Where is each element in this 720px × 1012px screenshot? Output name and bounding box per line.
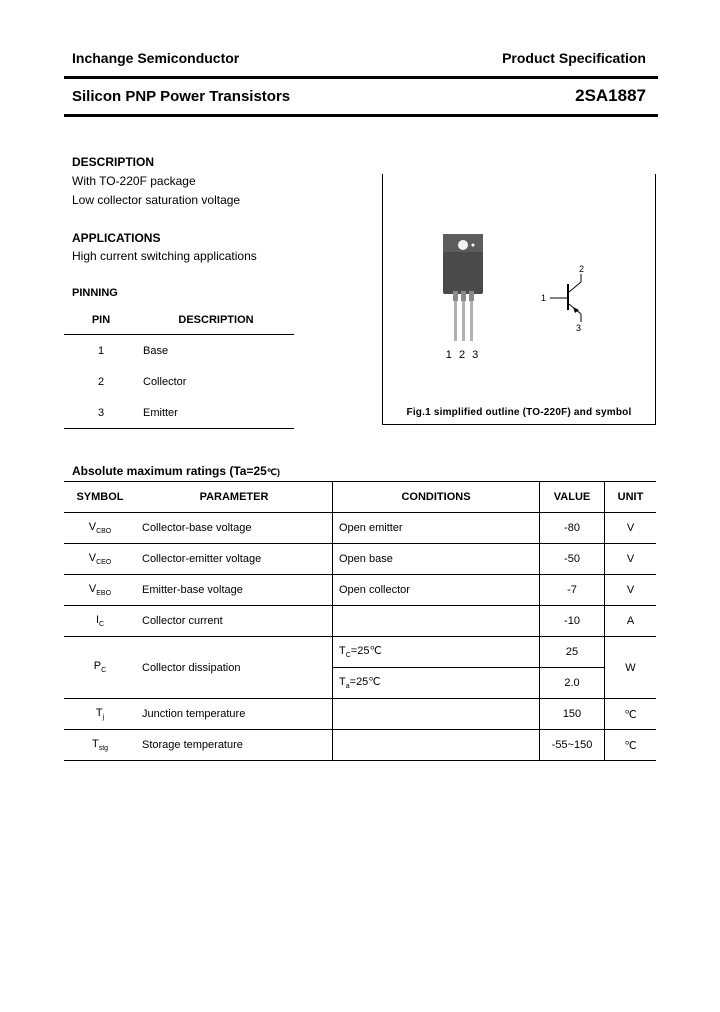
unit-cell: V xyxy=(605,513,657,544)
conditions-cell xyxy=(333,606,540,637)
pinning-header-row xyxy=(64,306,294,335)
spec-label: Product Specification xyxy=(502,50,646,66)
value-cell: -7 xyxy=(540,575,605,606)
description-line-2: Low collector saturation voltage xyxy=(72,193,241,207)
symbol-cell: $I_C$ xyxy=(64,606,136,637)
conditions-cell xyxy=(333,699,540,730)
description-heading: DESCRIPTION xyxy=(72,155,155,169)
value-cell: 150 xyxy=(540,699,605,730)
lead-1-shoulder xyxy=(453,291,458,301)
ratings-table xyxy=(64,481,656,761)
symbol-cell: $V_{EBO}$ xyxy=(64,575,136,606)
description-line-1: With TO-220F package xyxy=(72,174,196,188)
table-row xyxy=(64,544,656,575)
parameter-cell: Collector-base voltage xyxy=(136,513,333,544)
parameter-cell: Junction temperature xyxy=(136,699,333,730)
applications-heading: APPLICATIONS xyxy=(72,231,161,245)
table-row xyxy=(64,366,294,397)
unit-column-header: UNIT xyxy=(605,482,657,513)
unit-cell: V xyxy=(605,544,657,575)
table-row xyxy=(64,699,656,730)
symbol-cell: $V_{CEO}$ xyxy=(64,544,136,575)
figure-box xyxy=(382,174,656,425)
conditions-cell: $T_C=25℃$ xyxy=(333,637,540,668)
symbol-cell: $V_{CBO}$ xyxy=(64,513,136,544)
table-row xyxy=(64,575,656,606)
parameter-cell: Emitter-base voltage xyxy=(136,575,333,606)
value-cell: -10 xyxy=(540,606,605,637)
unit-cell: A xyxy=(605,606,657,637)
lead-number-labels: 1 2 3 xyxy=(445,349,481,361)
lead-1 xyxy=(454,301,457,341)
table-row xyxy=(64,513,656,544)
symbol-collector-label: 2 xyxy=(579,264,585,274)
header-rule-bottom xyxy=(64,114,658,117)
symbol-cell: $P_C$ xyxy=(64,637,136,699)
pin-number: 1 xyxy=(97,344,105,357)
mounting-hole xyxy=(458,240,468,250)
conditions-column-header: CONDITIONS xyxy=(333,482,540,513)
symbol-column-header: SYMBOL xyxy=(64,482,136,513)
description-column-header: DESCRIPTION xyxy=(138,306,294,335)
part-number: 2SA1887 xyxy=(575,86,646,105)
unit-cell: V xyxy=(605,575,657,606)
unit-cell: W xyxy=(605,637,657,699)
table-row xyxy=(64,730,656,761)
table-row xyxy=(64,606,656,637)
applications-line-1: High current switching applications xyxy=(72,249,257,263)
collector-line xyxy=(569,282,581,292)
symbol-cell: $T_j$ xyxy=(64,699,136,730)
conditions-cell: Open base xyxy=(333,544,540,575)
symbol-base-label: 1 xyxy=(541,293,547,303)
unit-cell: ℃ xyxy=(605,730,657,761)
symbol-cell: $T_{stg}$ xyxy=(64,730,136,761)
parameter-cell: Collector-emitter voltage xyxy=(136,544,333,575)
table-row xyxy=(64,637,656,668)
pin-description: Base xyxy=(143,344,169,357)
pinning-table xyxy=(64,306,294,429)
ratings-heading: Absolute maximum ratings (Ta=25℃) xyxy=(72,464,280,478)
document-title: Silicon PNP Power Transistors xyxy=(72,88,291,105)
value-cell: 2.0 xyxy=(540,668,605,699)
lead-2-shoulder xyxy=(461,291,466,301)
value-column-header: VALUE xyxy=(540,482,605,513)
parameter-cell: Storage temperature xyxy=(136,730,333,761)
package-outline-drawing xyxy=(383,174,655,394)
conditions-cell: Open collector xyxy=(333,575,540,606)
value-cell: 25 xyxy=(540,637,605,668)
parameter-cell: Collector dissipation xyxy=(136,637,333,699)
table-row xyxy=(64,397,294,429)
lead-3 xyxy=(470,301,473,341)
conditions-cell: Open emitter xyxy=(333,513,540,544)
pin-number: 2 xyxy=(97,375,105,388)
pin-description: Emitter xyxy=(138,397,294,429)
company-name: Inchange Semiconductor xyxy=(72,50,240,66)
header-rule-top xyxy=(64,76,658,79)
value-cell: -80 xyxy=(540,513,605,544)
mounting-hole-highlight xyxy=(472,244,475,247)
figure-caption: Fig.1 simplified outline (TO-220F) and symbol xyxy=(406,407,632,418)
conditions-cell: $T_a=25℃$ xyxy=(333,668,540,699)
lead-2 xyxy=(462,301,465,341)
pin-number: 3 xyxy=(64,397,138,429)
parameter-column-header: PARAMETER xyxy=(136,482,333,513)
conditions-cell xyxy=(333,730,540,761)
unit-cell: ℃ xyxy=(605,699,657,730)
symbol-emitter-label: 3 xyxy=(576,323,582,333)
pin-column-header: PIN xyxy=(64,306,138,335)
parameter-cell: Collector current xyxy=(136,606,333,637)
ratings-header-row xyxy=(64,482,656,513)
table-row xyxy=(64,335,294,367)
value-cell: -55~150 xyxy=(540,730,605,761)
pinning-heading: PINNING xyxy=(72,287,118,299)
value-cell: -50 xyxy=(540,544,605,575)
lead-3-shoulder xyxy=(469,291,474,301)
pin-description: Collector xyxy=(143,375,187,388)
